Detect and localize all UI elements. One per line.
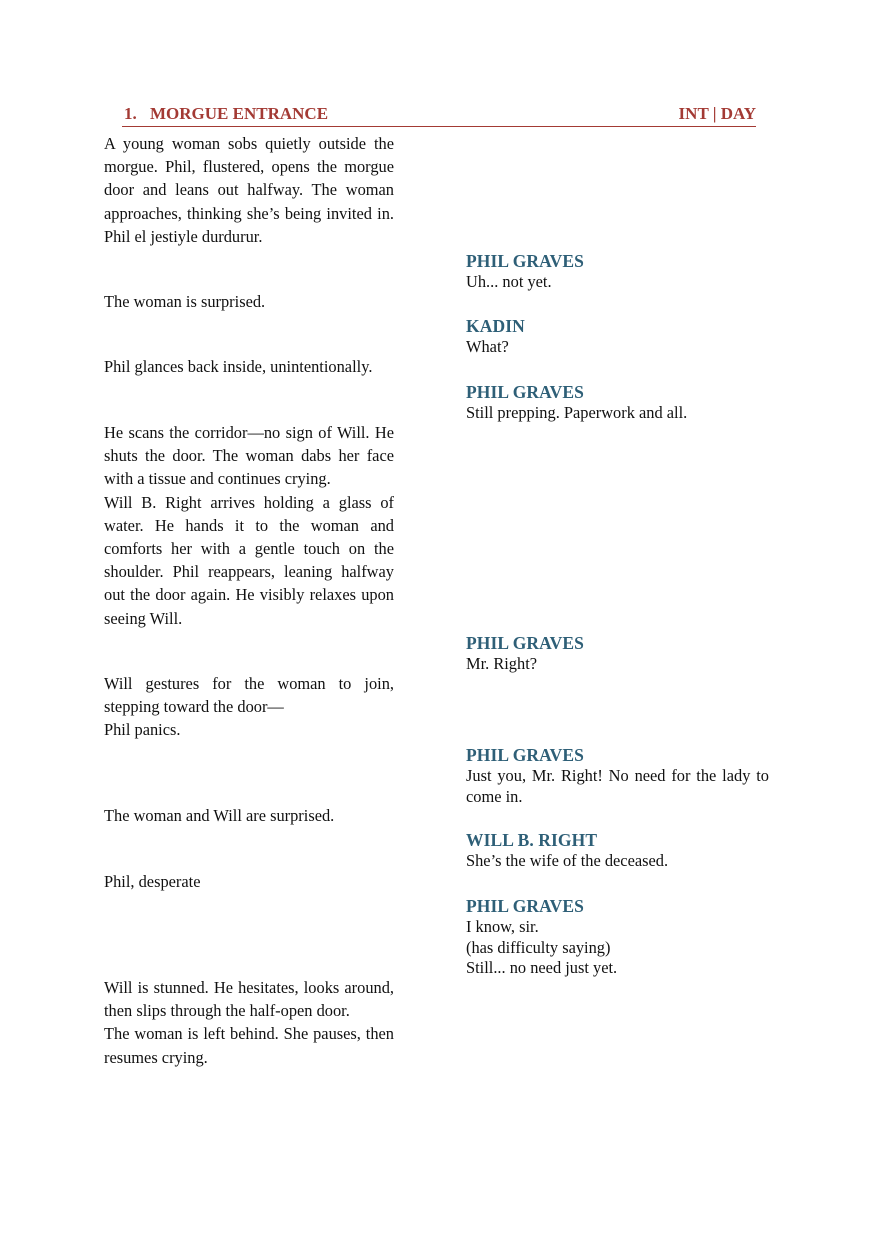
action-paragraph: The woman is surprised.	[104, 292, 266, 311]
dialogue-line: Just you, Mr. Right! No need for the lady to come in.	[466, 766, 769, 806]
action-paragraph: Will gestures for the woman to join, stepping toward the door—	[104, 674, 394, 717]
action-paragraph: A young woman sobs quietly outside the morgue. Phil, flustered, opens the morgue door and leans out halfway. The woman approaches, thinking she’s being invited in. Phil el jestiyle durdurur.	[104, 134, 394, 246]
action-block	[104, 976, 394, 1069]
dialogue-line: She’s the wife of the deceased.	[466, 851, 669, 870]
dialogue-line: Uh... not yet.	[466, 272, 552, 291]
character-name: PHIL GRAVES	[466, 745, 584, 765]
action-paragraph: Will B. Right arrives holding a glass of water. He hands it to the woman and comforts her with a gentle touch on the shoulder. Phil reappears, leaning halfway out the door again. He visibly relaxes upon seeing Will.	[104, 492, 394, 628]
character-name: PHIL GRAVES	[466, 633, 584, 653]
action-block	[104, 804, 394, 827]
action-paragraph: The woman and Will are surprised.	[104, 806, 335, 825]
action-paragraph: He scans the corridor—no sign of Will. He shuts the door. The woman dabs her face with a tissue and continues crying.	[104, 423, 394, 489]
action-block	[104, 421, 394, 630]
dialogue-block	[466, 632, 769, 675]
action-block	[104, 672, 394, 742]
parenthetical: (has difficulty saying)	[466, 937, 611, 957]
character-name: PHIL GRAVES	[466, 896, 584, 916]
dialogue-block	[466, 829, 769, 872]
scene-number: 1.	[124, 104, 137, 123]
action-block	[104, 290, 394, 313]
dialogue-block	[466, 315, 769, 358]
scene-time: INT | DAY	[678, 104, 756, 123]
dialogue-line: What?	[466, 337, 509, 356]
dialogue-line: Still... no need just yet.	[466, 958, 618, 977]
character-name: PHIL GRAVES	[466, 382, 584, 402]
dialogue-line: Mr. Right?	[466, 654, 538, 673]
scene-title: MORGUE ENTRANCE	[150, 104, 329, 123]
action-paragraph: Phil, desperate	[104, 872, 201, 891]
action-block	[104, 870, 394, 893]
dialogue-block	[466, 744, 769, 807]
dialogue-block	[466, 895, 769, 979]
character-name: KADIN	[466, 316, 525, 336]
scene-heading	[122, 104, 756, 127]
action-paragraph: Will is stunned. He hesitates, looks around, then slips through the half-open door.	[104, 978, 394, 1021]
character-name: WILL B. RIGHT	[466, 830, 598, 850]
dialogue-block	[466, 381, 769, 424]
action-block	[104, 355, 394, 378]
action-paragraph: Phil panics.	[104, 720, 181, 740]
action-paragraph: Phil glances back inside, unintentionally.	[104, 357, 373, 376]
character-name: PHIL GRAVES	[466, 251, 584, 271]
action-block	[104, 132, 394, 248]
dialogue-line: I know, sir.	[466, 917, 539, 936]
dialogue-line: Still prepping. Paperwork and all.	[466, 403, 688, 422]
dialogue-block	[466, 250, 769, 293]
action-paragraph: The woman is left behind. She pauses, then resumes crying.	[104, 1024, 394, 1067]
